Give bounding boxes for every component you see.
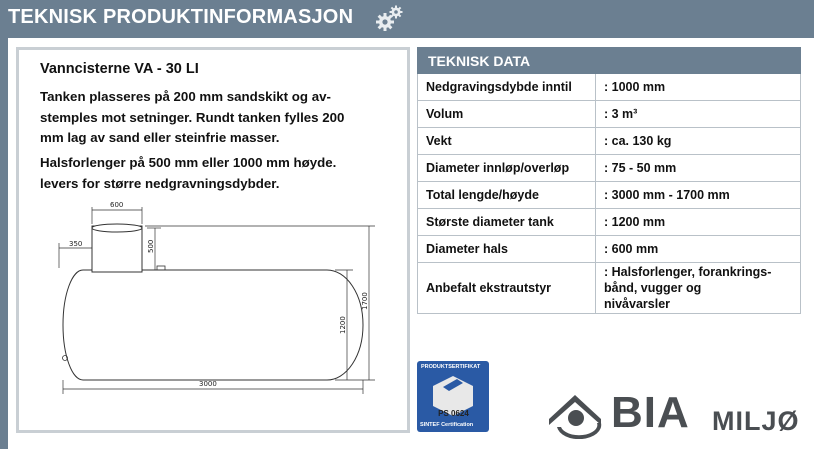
table-row (418, 236, 801, 263)
row-key: Anbefalt ekstrautstyr (418, 263, 596, 314)
page-title: TEKNISK PRODUKTINFORMASJON (8, 6, 354, 28)
table-row (418, 155, 801, 182)
header-bar (0, 0, 814, 38)
row-key: Nedgravingsdybde inntil (418, 74, 596, 101)
certification-badge (417, 361, 489, 432)
row-value (596, 263, 801, 314)
tank-lid (92, 224, 142, 232)
row-key: Største diameter tank (418, 209, 596, 236)
dim-diameter: 1200 (339, 316, 347, 334)
bia-miljo-logo (545, 386, 805, 446)
cert-title: PRODUKTSERTIFIKAT (421, 364, 481, 370)
row-key: Diameter hals (418, 236, 596, 263)
inlet-stub (157, 266, 165, 270)
row-value: : 75 - 50 mm (596, 155, 801, 182)
row-key: Volum (418, 101, 596, 128)
row-key: Total lengde/høyde (418, 182, 596, 209)
table-row (418, 263, 801, 314)
table-row (418, 101, 801, 128)
extension-line: Halsforlenger på 500 mm eller 1000 mm høyde. (40, 155, 337, 170)
description-paragraph (40, 87, 390, 149)
table-row (418, 128, 801, 155)
cert-code: PS 0624 (438, 409, 469, 418)
description-line: Tanken plasseres på 200 mm sandskikt og av- (40, 89, 331, 104)
tech-data-table (417, 47, 801, 314)
row-value: : ca. 130 kg (596, 128, 801, 155)
row-value: : 1000 mm (596, 74, 801, 101)
table-row (418, 182, 801, 209)
gears-icon (374, 2, 406, 34)
row-key: Diameter innløp/overløp (418, 155, 596, 182)
logo-text-miljo: MILJØ (712, 406, 800, 436)
extension-paragraph (40, 153, 390, 194)
row-value: : 3 m³ (596, 101, 801, 128)
row-value-line: nivåvarsler (604, 297, 671, 311)
row-value-line: bånd, vugger og (604, 281, 702, 295)
description-line: mm lag av sand eller steinfrie masser. (40, 130, 280, 145)
dim-neck-offset: 350 (69, 240, 83, 248)
product-title: Vanncisterne VA - 30 LI (40, 61, 199, 77)
table-row (418, 209, 801, 236)
logo-text-bia: BIA (611, 388, 690, 437)
dim-neck-width: 600 (110, 201, 124, 209)
tank-body (63, 270, 363, 380)
row-value-line: : Halsforlenger, forankrings- (604, 265, 772, 279)
row-value: : 1200 mm (596, 209, 801, 236)
logo-mark (545, 389, 609, 439)
dim-length: 3000 (199, 380, 217, 388)
description-line: stemples mot setninger. Rundt tanken fylles 200 (40, 109, 345, 125)
row-key: Vekt (418, 128, 596, 155)
dim-total-height: 1700 (361, 292, 369, 310)
dim-neck-height: 500 (147, 239, 155, 253)
row-value: : 600 mm (596, 236, 801, 263)
tank-drawing (49, 198, 389, 398)
extension-line: levers for større nedgravningsdybder. (40, 175, 280, 191)
product-panel (16, 47, 410, 433)
tank-neck (92, 226, 142, 272)
table-row (418, 74, 801, 101)
row-value: : 3000 mm - 1700 mm (596, 182, 801, 209)
cert-subtitle: SINTEF Certification (420, 422, 474, 428)
tech-data-header: TEKNISK DATA (418, 48, 801, 74)
